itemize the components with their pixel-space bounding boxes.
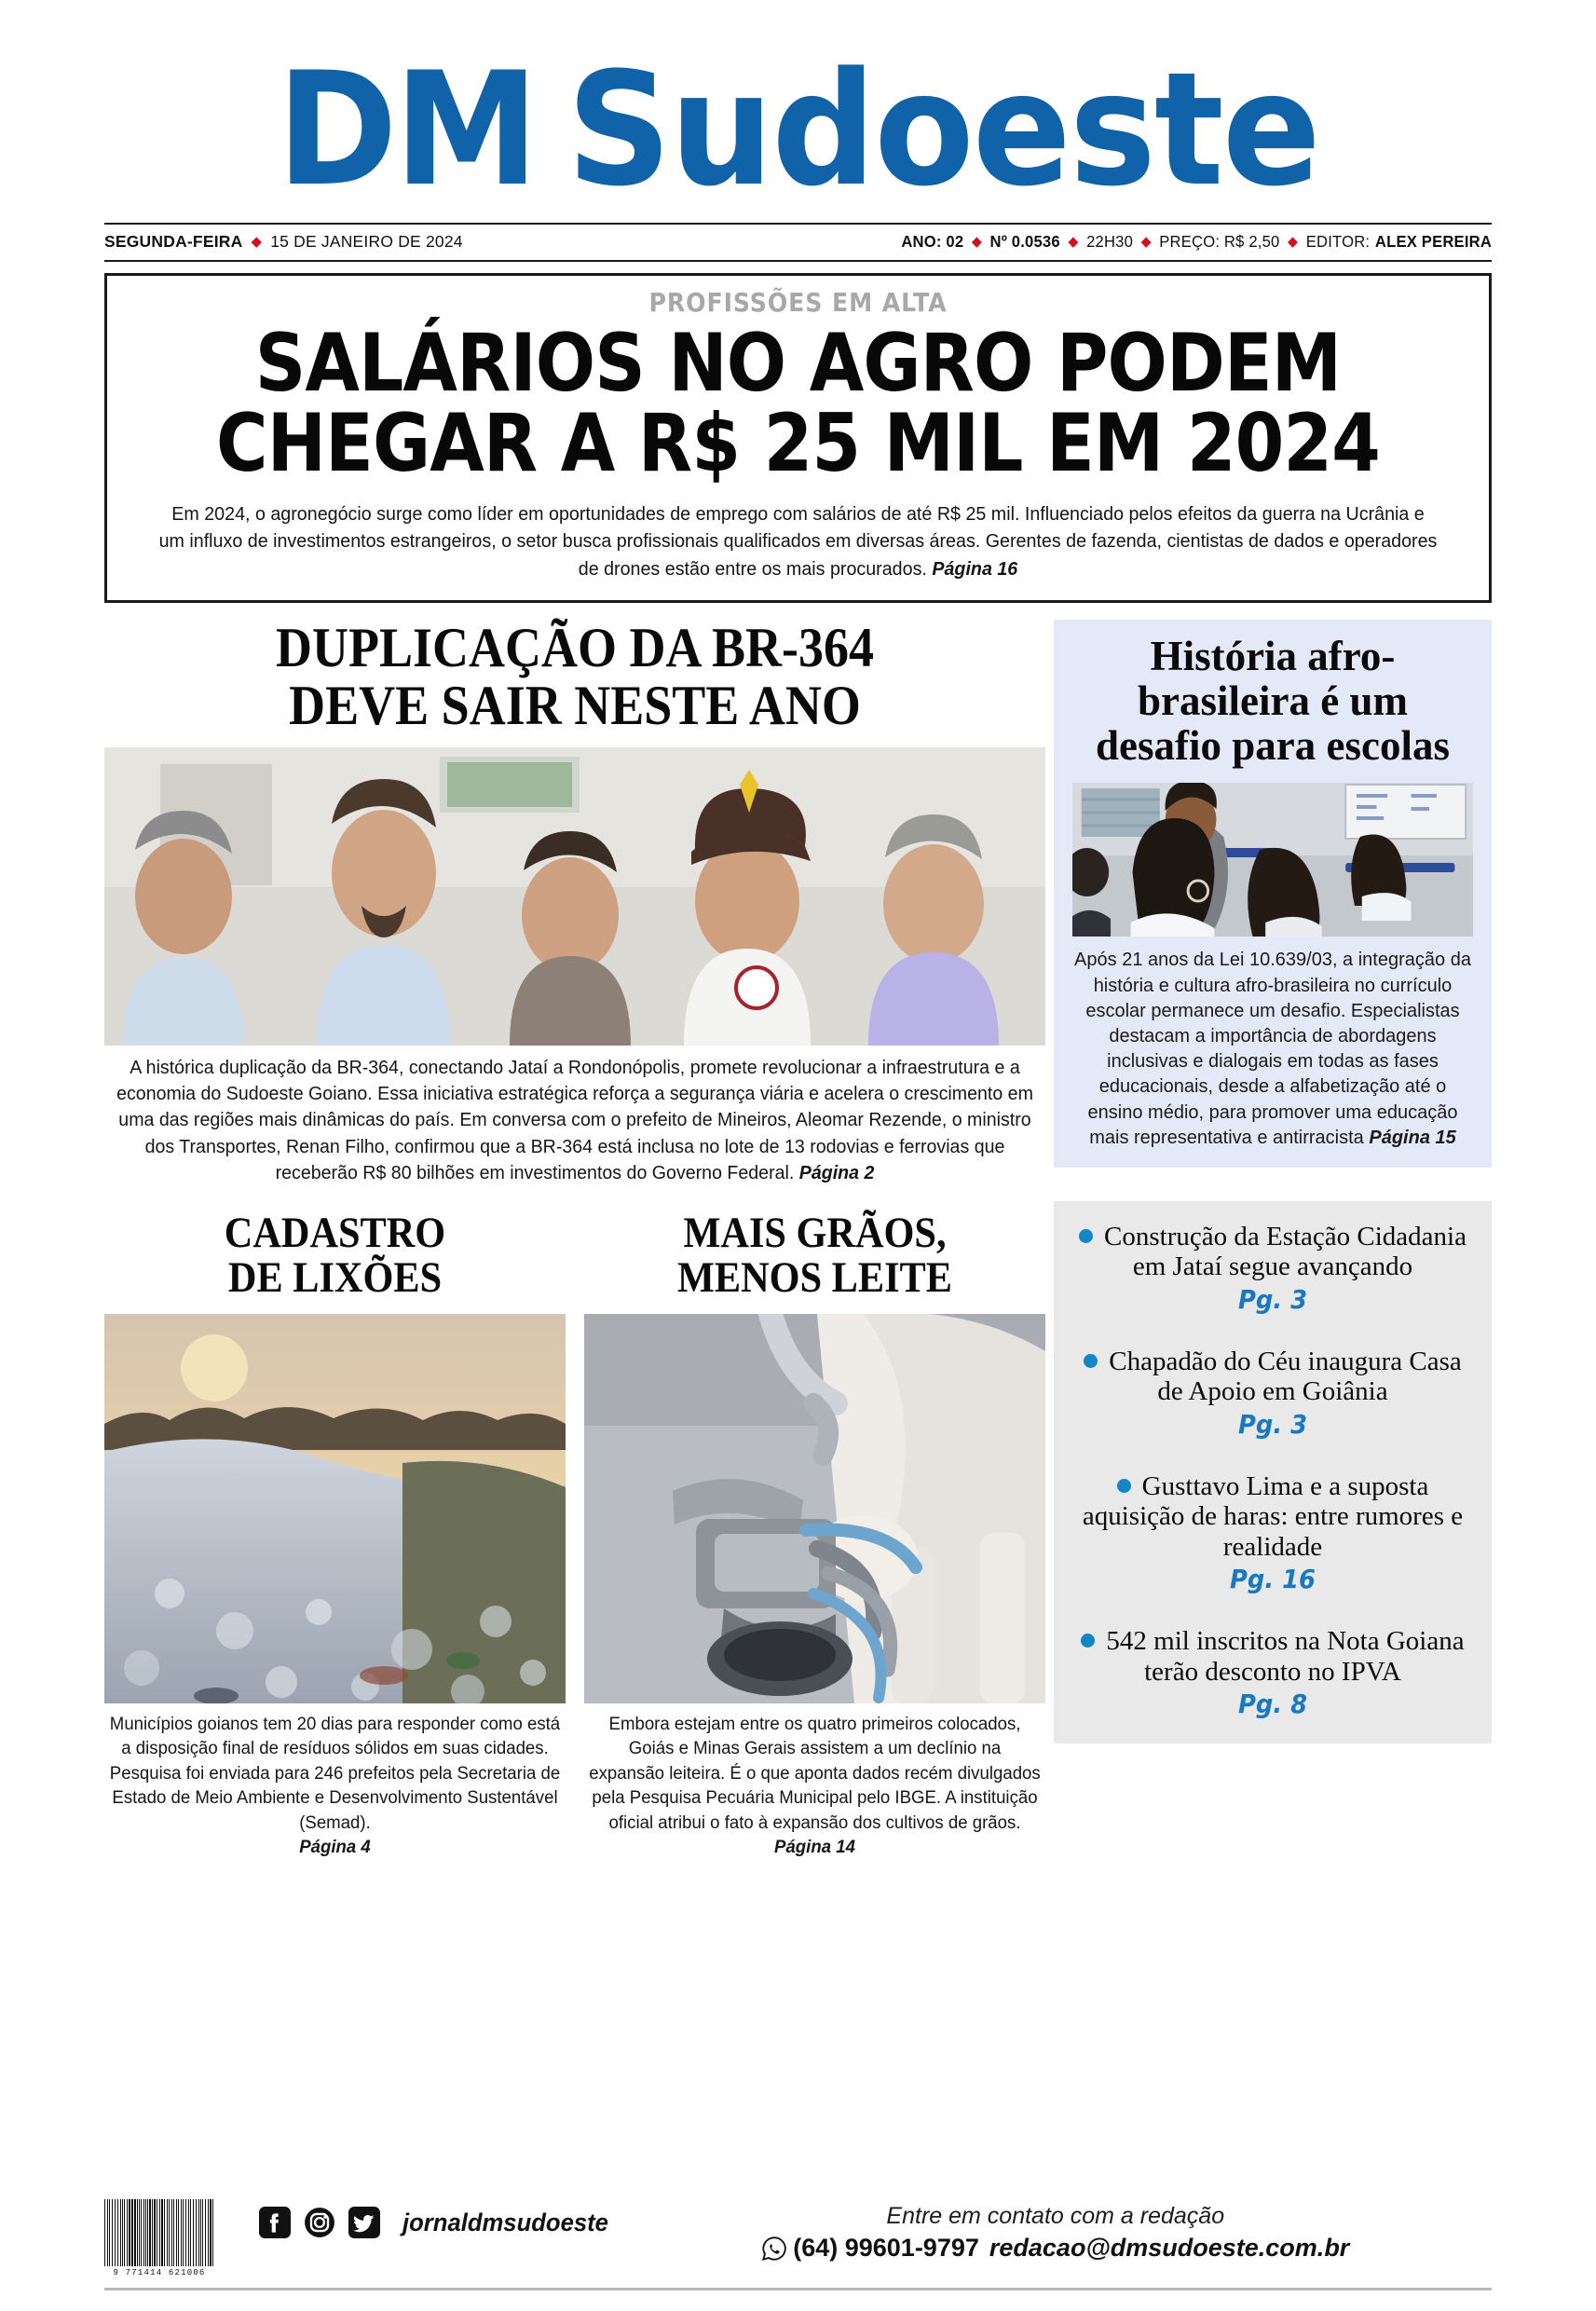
preco-label: PREÇO: bbox=[1159, 232, 1221, 252]
barcode-bars bbox=[104, 2199, 214, 2266]
lead-body-text bbox=[158, 500, 1439, 584]
afro-headline: História afro-brasileira é um desafio para escolas bbox=[1096, 633, 1450, 769]
diamond-icon: ◆ bbox=[1287, 234, 1299, 251]
logo-dm: DM bbox=[277, 38, 536, 221]
lead-text: Em 2024, o agronegócio surge como líder em oportunidades de emprego com salários de até R$ 25 mil. Influenciado pelos efeitos da guerra na Ucrânia e um influxo de investimentos estrangeiros, o setor busca profissionais qualificados em diversas áreas. Gerentes de fazenda, cientistas de dados e operadores de drones estão entre os mais procurados. bbox=[158, 502, 1438, 581]
afro-page-ref[interactable]: Página 15 bbox=[1369, 1127, 1456, 1148]
leite-photo bbox=[584, 1314, 1045, 1703]
contact-email[interactable]: redacao@dmsudoeste.com.br bbox=[989, 2234, 1350, 2262]
newspaper-logo bbox=[153, 38, 1443, 221]
date-label: 15 DE JANEIRO DE 2024 bbox=[270, 232, 463, 252]
lead-headline-line-1: SALÁRIOS NO AGRO PODEM bbox=[254, 316, 1342, 410]
preco-value: R$ 2,50 bbox=[1223, 232, 1280, 252]
weekday-label: SEGUNDA-FEIRA bbox=[104, 232, 243, 252]
hora-label: 22H30 bbox=[1086, 232, 1133, 252]
instagram-icon[interactable] bbox=[304, 2207, 335, 2238]
diamond-icon: ◆ bbox=[971, 234, 982, 251]
article-br364[interactable] bbox=[104, 617, 1045, 1186]
footer-divider bbox=[104, 2288, 1492, 2290]
article-afro[interactable] bbox=[1054, 620, 1492, 1168]
afro-text bbox=[1072, 948, 1473, 1151]
masthead bbox=[104, 0, 1492, 221]
sidebar-column bbox=[1054, 620, 1492, 1861]
lixoes-page-ref[interactable]: Página 4 bbox=[299, 1838, 371, 1858]
afro-body-text: Após 21 anos da Lei 10.639/03, a integração da história e cultura afro-brasileira no currículo escolar permanece um desafio. Especialistas destacam a importância de abordagens inclusivas e dialogais em todas as fases educacionais, desde a alfabetização até o ensino médio, para promover uma educação mais representativa e antirracista bbox=[1074, 950, 1471, 1148]
bullet-page-ref[interactable]: Pg. 3 bbox=[1237, 1408, 1308, 1440]
bullet-text: 542 mil inscritos na Nota Goiana terão desconto no IPVA bbox=[1106, 1626, 1465, 1687]
list-item[interactable] bbox=[1071, 1471, 1475, 1594]
twitter-icon[interactable] bbox=[348, 2207, 380, 2238]
social-links bbox=[259, 2207, 620, 2238]
content-grid bbox=[104, 617, 1492, 1861]
bullet-text: Construção da Estação Cidadania em Jataí segue avançando bbox=[1104, 1221, 1466, 1282]
bullet-text: Chapadão do Céu inaugura Casa de Apoio em Goiânia bbox=[1109, 1346, 1462, 1407]
leite-caption-text: Embora estejam entre os quatro primeiros colocados, Goiás e Minas Gerais assistem a um declínio na expansão leiteira. É o que aponta dados recém divulgados pela Pesquisa Pecuária Municipal pelo IBGE. A instituição oficial atribui o fato à expansão dos cultivos de grãos. bbox=[589, 1714, 1041, 1833]
lixoes-photo bbox=[104, 1314, 566, 1703]
lixoes-caption bbox=[109, 1713, 561, 1862]
facebook-icon[interactable] bbox=[259, 2207, 291, 2238]
date-info-bar bbox=[104, 223, 1492, 262]
classroom-teacher-students-photo-icon bbox=[1072, 783, 1473, 937]
bullet-page-ref[interactable]: Pg. 8 bbox=[1237, 1689, 1308, 1720]
contact-line: Entre em contato com a redação bbox=[886, 2203, 1225, 2229]
list-item[interactable] bbox=[1071, 1222, 1475, 1315]
logo-sudoeste: Sudoeste bbox=[566, 38, 1319, 221]
barcode-number: 9 771414 621006 bbox=[113, 2268, 206, 2277]
br364-page-ref[interactable]: Página 2 bbox=[798, 1163, 875, 1184]
diamond-icon: ◆ bbox=[1140, 234, 1152, 251]
lead-story-box[interactable] bbox=[104, 273, 1492, 604]
cow-milking-machine-photo-icon bbox=[584, 1314, 1045, 1703]
five-men-group-photo-icon bbox=[104, 747, 1045, 1046]
br364-caption bbox=[114, 1055, 1036, 1187]
lixoes-headline bbox=[128, 1208, 543, 1302]
lead-page-ref[interactable]: Página 16 bbox=[932, 558, 1018, 581]
whatsapp-icon bbox=[761, 2236, 787, 2262]
contact-phone[interactable]: (64) 99601-9797 bbox=[793, 2234, 979, 2262]
list-item[interactable] bbox=[1071, 1347, 1475, 1440]
contact-details bbox=[620, 2234, 1492, 2263]
lead-kicker: PROFISSÕES EM ALTA bbox=[648, 286, 948, 318]
leite-headline-line-2: MENOS LEITE bbox=[676, 1252, 953, 1302]
br364-caption-text: A histórica duplicação da BR-364, conectando Jataí a Rondonópolis, promete revolucionar a infraestrutura e a economia do Sudoeste Goiano. Essa iniciativa estratégica reforça a segurança viária e acelera o crescimento em uma das regiões mais dinâmicas do país. Em conversa com o prefeito de Mineiros, Aleomar Rezende, o ministro dos Transportes, Renan Filho, confirmou que a BR-364 está inclusa no lote de 13 rodovias e ferrovias que receberão R$ 80 bilhões em investimentos do Governo Federal. bbox=[116, 1057, 1033, 1184]
bullet-page-ref[interactable]: Pg. 3 bbox=[1237, 1283, 1308, 1315]
br364-headline bbox=[152, 617, 999, 736]
numero-label: Nº 0.0536 bbox=[989, 232, 1060, 252]
leite-page-ref[interactable]: Página 14 bbox=[774, 1838, 855, 1858]
bullet-text: Gusttavo Lima e a suposta aquisição de haras: entre rumores e realidade bbox=[1082, 1470, 1464, 1562]
br364-headline-line-1: DUPLICAÇÃO DA BR-364 bbox=[275, 617, 875, 679]
br364-photo bbox=[104, 747, 1045, 1046]
br364-headline-line-2: DEVE SAIR NESTE ANO bbox=[289, 674, 861, 736]
afro-photo bbox=[1072, 783, 1473, 937]
bullet-text-wrap bbox=[1071, 1471, 1475, 1562]
leite-headline bbox=[607, 1208, 1023, 1302]
article-lixoes[interactable] bbox=[104, 1208, 566, 1861]
barcode bbox=[104, 2199, 214, 2277]
lixoes-caption-text: Municípios goianos tem 20 dias para responder como está a disposição final de resíduos sólidos em suas cidades. Pesquisa foi enviada para 246 prefeitos pela Secretaria de Estado de Meio Ambiente e Desenvolvimento Sustentável (Semad). bbox=[109, 1714, 561, 1833]
bullet-dot-icon bbox=[1084, 1354, 1098, 1368]
contact-block bbox=[620, 2203, 1492, 2263]
bullet-text-wrap bbox=[1071, 1222, 1475, 1282]
edition-group bbox=[901, 232, 1492, 252]
date-group bbox=[104, 232, 463, 252]
social-handle[interactable]: jornaldmsudoeste bbox=[402, 2208, 608, 2236]
diamond-icon: ◆ bbox=[251, 234, 263, 251]
sub-articles-row bbox=[104, 1208, 1045, 1861]
lixoes-headline-line-1: CADASTRO bbox=[224, 1208, 446, 1257]
lead-headline-line-2: CHEGAR A R$ 25 MIL EM 2024 bbox=[216, 396, 1380, 490]
bullet-page-ref[interactable]: Pg. 16 bbox=[1230, 1564, 1316, 1595]
bullet-dot-icon bbox=[1117, 1479, 1131, 1493]
article-leite[interactable] bbox=[584, 1208, 1045, 1861]
editor-name: ALEX PEREIRA bbox=[1374, 232, 1492, 252]
leite-caption bbox=[589, 1713, 1041, 1862]
page-footer bbox=[104, 2199, 1492, 2277]
list-item[interactable] bbox=[1071, 1626, 1475, 1719]
landfill-at-sunset-photo-icon bbox=[104, 1314, 566, 1703]
lixoes-headline-line-2: DE LIXÕES bbox=[227, 1252, 443, 1302]
bullet-dot-icon bbox=[1079, 1229, 1093, 1243]
leite-headline-line-1: MAIS GRÃOS, bbox=[683, 1208, 947, 1257]
main-column bbox=[104, 617, 1045, 1861]
ano-label: ANO: 02 bbox=[901, 232, 964, 252]
diamond-icon: ◆ bbox=[1068, 234, 1079, 251]
bullet-text-wrap bbox=[1071, 1347, 1475, 1407]
bullet-news-panel bbox=[1054, 1201, 1492, 1744]
bullet-text-wrap bbox=[1071, 1626, 1475, 1687]
editor-label: EDITOR: bbox=[1305, 232, 1371, 252]
bullet-dot-icon bbox=[1081, 1634, 1095, 1648]
lead-headline bbox=[211, 316, 1385, 490]
